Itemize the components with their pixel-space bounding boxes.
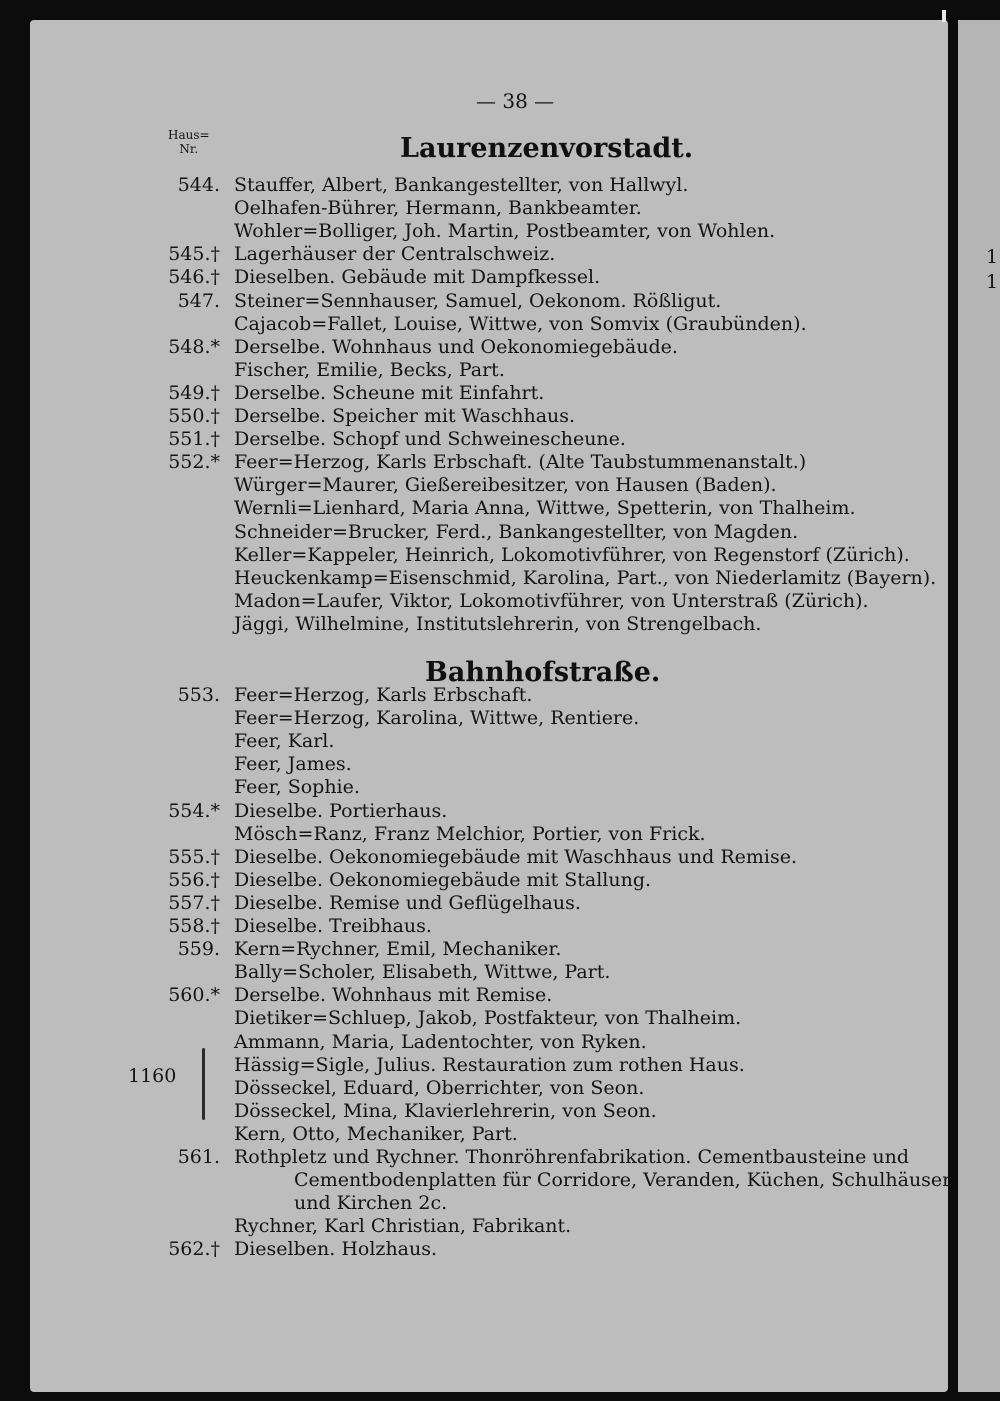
entry-text: und Kirchen 2c. bbox=[294, 1192, 448, 1214]
house-number: 551.† bbox=[168, 428, 220, 450]
house-number: 544. bbox=[177, 174, 220, 196]
house-number: 553. bbox=[177, 684, 220, 706]
entry-text: Mösch=Ranz, Franz Melchior, Portier, von Frick. bbox=[234, 823, 706, 845]
entry-text: Cementbodenplatten für Corridore, Veranden, Küchen, Schulhäuser bbox=[294, 1169, 952, 1191]
entry-text: Rychner, Karl Christian, Fabrikant. bbox=[234, 1215, 572, 1237]
adjacent-page-text: 1 bbox=[986, 246, 999, 268]
entry-text: Feer, James. bbox=[234, 753, 352, 775]
entry-text: Kern=Rychner, Emil, Mechaniker. bbox=[234, 938, 562, 960]
entry-text: Madon=Laufer, Viktor, Lokomotivführer, von Unterstraß (Zürich). bbox=[234, 590, 869, 612]
entry-text: Rothpletz und Rychner. Thonröhrenfabrikation. Cementbausteine und bbox=[234, 1146, 910, 1168]
header-line: Haus= bbox=[168, 128, 210, 142]
entry-text: Stauffer, Albert, Bankangestellter, von Hallwyl. bbox=[234, 174, 689, 196]
entry-text: Jäggi, Wilhelmine, Institutslehrerin, von Strengelbach. bbox=[234, 613, 762, 635]
entry-text: Dieselben. Gebäude mit Dampfkessel. bbox=[234, 266, 601, 288]
entry-text: Lagerhäuser der Centralschweiz. bbox=[234, 243, 556, 265]
entry-text: Dösseckel, Mina, Klavierlehrerin, von Seon. bbox=[234, 1100, 657, 1122]
house-number: 562.† bbox=[168, 1238, 220, 1260]
header-line: Nr. bbox=[179, 142, 199, 156]
house-number: 560.* bbox=[168, 984, 220, 1006]
entry-text: Würger=Maurer, Gießereibesitzer, von Hausen (Baden). bbox=[234, 474, 777, 496]
house-number: 549.† bbox=[168, 382, 220, 404]
entry-text: Wohler=Bolliger, Joh. Martin, Postbeamter, von Wohlen. bbox=[234, 220, 776, 242]
entry-text: Wernli=Lienhard, Maria Anna, Wittwe, Spetterin, von Thalheim. bbox=[234, 497, 856, 519]
margin-bracket bbox=[202, 1048, 205, 1120]
entry-text: Bally=Scholer, Elisabeth, Wittwe, Part. bbox=[234, 961, 611, 983]
entry-text: Dieselbe. Portierhaus. bbox=[234, 800, 448, 822]
entry-text: Dieselbe. Treibhaus. bbox=[234, 915, 432, 937]
entry-text: Schneider=Brucker, Ferd., Bankangestellter, von Magden. bbox=[234, 521, 799, 543]
entry-text: Dieselbe. Oekonomiegebäude mit Stallung. bbox=[234, 869, 652, 891]
house-number: 547. bbox=[177, 290, 220, 312]
house-number: 548.* bbox=[168, 336, 220, 358]
house-number-column-header bbox=[168, 128, 210, 156]
entry-text: Derselbe. Speicher mit Waschhaus. bbox=[234, 405, 576, 427]
entry-text: Fischer, Emilie, Becks, Part. bbox=[234, 359, 505, 381]
entry-text: Hässig=Sigle, Julius. Restauration zum rothen Haus. bbox=[234, 1054, 745, 1076]
page-number: — 38 — bbox=[476, 89, 555, 113]
house-number: 555.† bbox=[168, 846, 220, 868]
adjacent-page-text: 1 bbox=[986, 271, 999, 293]
entry-text: Derselbe. Wohnhaus mit Remise. bbox=[234, 984, 553, 1006]
entry-text: Derselbe. Scheune mit Einfahrt. bbox=[234, 382, 545, 404]
house-number: 559. bbox=[177, 938, 220, 960]
entry-text: Keller=Kappeler, Heinrich, Lokomotivführer, von Regenstorf (Zürich). bbox=[234, 544, 910, 566]
entry-text: Dietiker=Schluep, Jakob, Postfakteur, von Thalheim. bbox=[234, 1007, 742, 1029]
section-title-laurenzenvorstadt: Laurenzenvorstadt. bbox=[400, 133, 694, 164]
entry-text: Feer=Herzog, Karls Erbschaft. bbox=[234, 684, 533, 706]
entry-text: Dieselbe. Oekonomiegebäude mit Waschhaus und Remise. bbox=[234, 846, 798, 868]
entry-text: Steiner=Sennhauser, Samuel, Oekonom. Rößligut. bbox=[234, 290, 722, 312]
entry-text: Feer, Karl. bbox=[234, 730, 335, 752]
entry-text: Dösseckel, Eduard, Oberrichter, von Seon. bbox=[234, 1077, 645, 1099]
entry-text: Ammann, Maria, Ladentochter, von Ryken. bbox=[234, 1031, 647, 1053]
margin-number: 1160 bbox=[128, 1065, 177, 1087]
entry-text: Dieselbe. Remise und Geflügelhaus. bbox=[234, 892, 581, 914]
page-edge-mark bbox=[942, 10, 946, 22]
house-number: 545.† bbox=[168, 243, 220, 265]
section-title-bahnhofstrasse: Bahnhofstraße. bbox=[425, 657, 661, 688]
house-number: 554.* bbox=[168, 800, 220, 822]
adjacent-page-edge bbox=[958, 20, 1000, 1392]
entry-text: Kern, Otto, Mechaniker, Part. bbox=[234, 1123, 518, 1145]
house-number: 557.† bbox=[168, 892, 220, 914]
entry-text: Heuckenkamp=Eisenschmid, Karolina, Part., von Niederlamitz (Bayern). bbox=[234, 567, 937, 589]
house-number: 561. bbox=[177, 1146, 220, 1168]
entry-text: Oelhafen-Bührer, Hermann, Bankbeamter. bbox=[234, 197, 642, 219]
entry-text: Derselbe. Wohnhaus und Oekonomiegebäude. bbox=[234, 336, 678, 358]
house-number: 550.† bbox=[168, 405, 220, 427]
house-number: 556.† bbox=[168, 869, 220, 891]
entry-text: Cajacob=Fallet, Louise, Wittwe, von Somvix (Graubünden). bbox=[234, 313, 807, 335]
entry-text: Derselbe. Schopf und Schweinescheune. bbox=[234, 428, 626, 450]
entry-text: Feer=Herzog, Karolina, Wittwe, Rentiere. bbox=[234, 707, 640, 729]
entry-text: Dieselben. Holzhaus. bbox=[234, 1238, 438, 1260]
entry-text: Feer, Sophie. bbox=[234, 776, 360, 798]
house-number: 558.† bbox=[168, 915, 220, 937]
entry-text: Feer=Herzog, Karls Erbschaft. (Alte Taubstummenanstalt.) bbox=[234, 451, 807, 473]
house-number: 552.* bbox=[168, 451, 220, 473]
house-number: 546.† bbox=[168, 266, 220, 288]
